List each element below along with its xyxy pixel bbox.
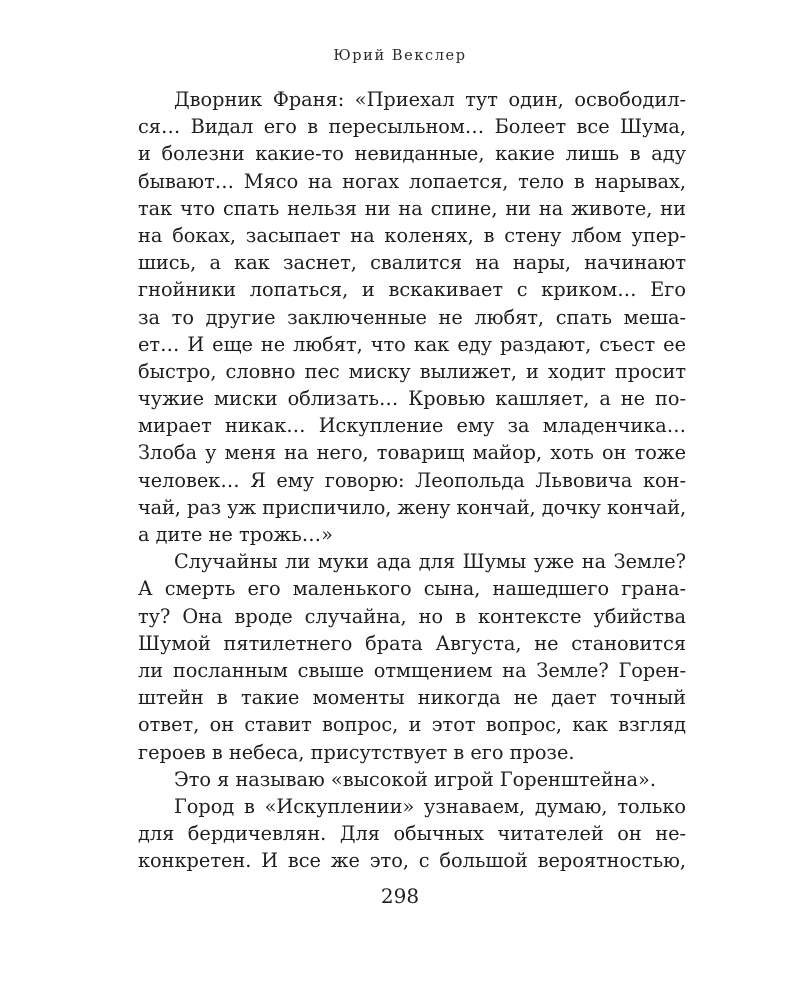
text-line: быстро, словно пес миску вылижет, и ходит просит	[138, 359, 686, 383]
text-line: ет… И еще не любят, что как еду раздают, съест ее	[138, 332, 686, 356]
text-line: а дите не трожь…»	[138, 523, 333, 546]
text-line: ли посланным свыше отмщением на Земле? Горен-	[138, 658, 686, 682]
text-line: за то другие заключенные не любят, спать меша-	[138, 305, 686, 329]
text-line: и болезни какие-то невиданные, какие лишь в аду	[138, 142, 686, 166]
text-line: героев в небеса, присутствует в его прозе.	[138, 740, 575, 764]
text-line: гнойники лопаться, и вскакивает с криком… Его	[138, 278, 686, 302]
text-line: шись, а как заснет, свалится на нары, начинают	[138, 251, 686, 275]
text-line: Злоба у меня на него, товарищ майор, хоть он тоже	[138, 441, 686, 465]
text-line: Шумой пятилетнего брата Августа, не становится	[138, 631, 686, 655]
text-line: для бердичевлян. Для обычных читателей он не-	[138, 822, 686, 846]
text-line: Город в «Искуплении» узнаваем, думаю, только	[174, 794, 686, 818]
text-line: ответ, он ставит вопрос, и этот вопрос, как взгляд	[138, 713, 686, 737]
running-head: Юрий Векслер	[333, 48, 467, 64]
text-line: Случайны ли муки ада для Шумы уже на Земле?	[174, 550, 686, 574]
text-line: ся… Видал его в пересыльном… Болеет все Шума,	[138, 115, 686, 139]
text-line: Дворник Франя: «Приехал тут один, освободил-	[174, 88, 686, 111]
text-line: конкретен. И все же это, с большой вероятностью,	[138, 849, 686, 873]
text-line: чай, раз уж приспичило, жену кончай, дочку кончай,	[138, 495, 686, 519]
text-line: Это я называю «высокой игрой Горенштейна».	[174, 767, 656, 791]
text-line: штейн в такие моменты никогда не дает точный	[138, 686, 686, 710]
text-line: ту? Она вроде случайна, но в контексте убийства	[138, 604, 686, 628]
page-number: 298	[380, 884, 420, 908]
body-text	[138, 86, 686, 874]
text-line: так что спать нельзя ни на спине, ни на животе, ни	[138, 196, 686, 220]
text-line: мирает никак… Искупление ему за младенчика…	[138, 414, 686, 438]
text-line: чужие миски облизать… Кровью кашляет, а не по-	[138, 387, 686, 411]
text-line: А смерть его маленького сына, нашедшего грана-	[138, 577, 686, 601]
text-line: на боках, засыпает на коленях, в стену лбом упер-	[138, 223, 686, 247]
text-line: человек… Я ему говорю: Леопольда Львовича кон-	[138, 468, 686, 492]
text-line: бывают… Мясо на ногах лопается, тело в нарывах,	[138, 169, 686, 193]
